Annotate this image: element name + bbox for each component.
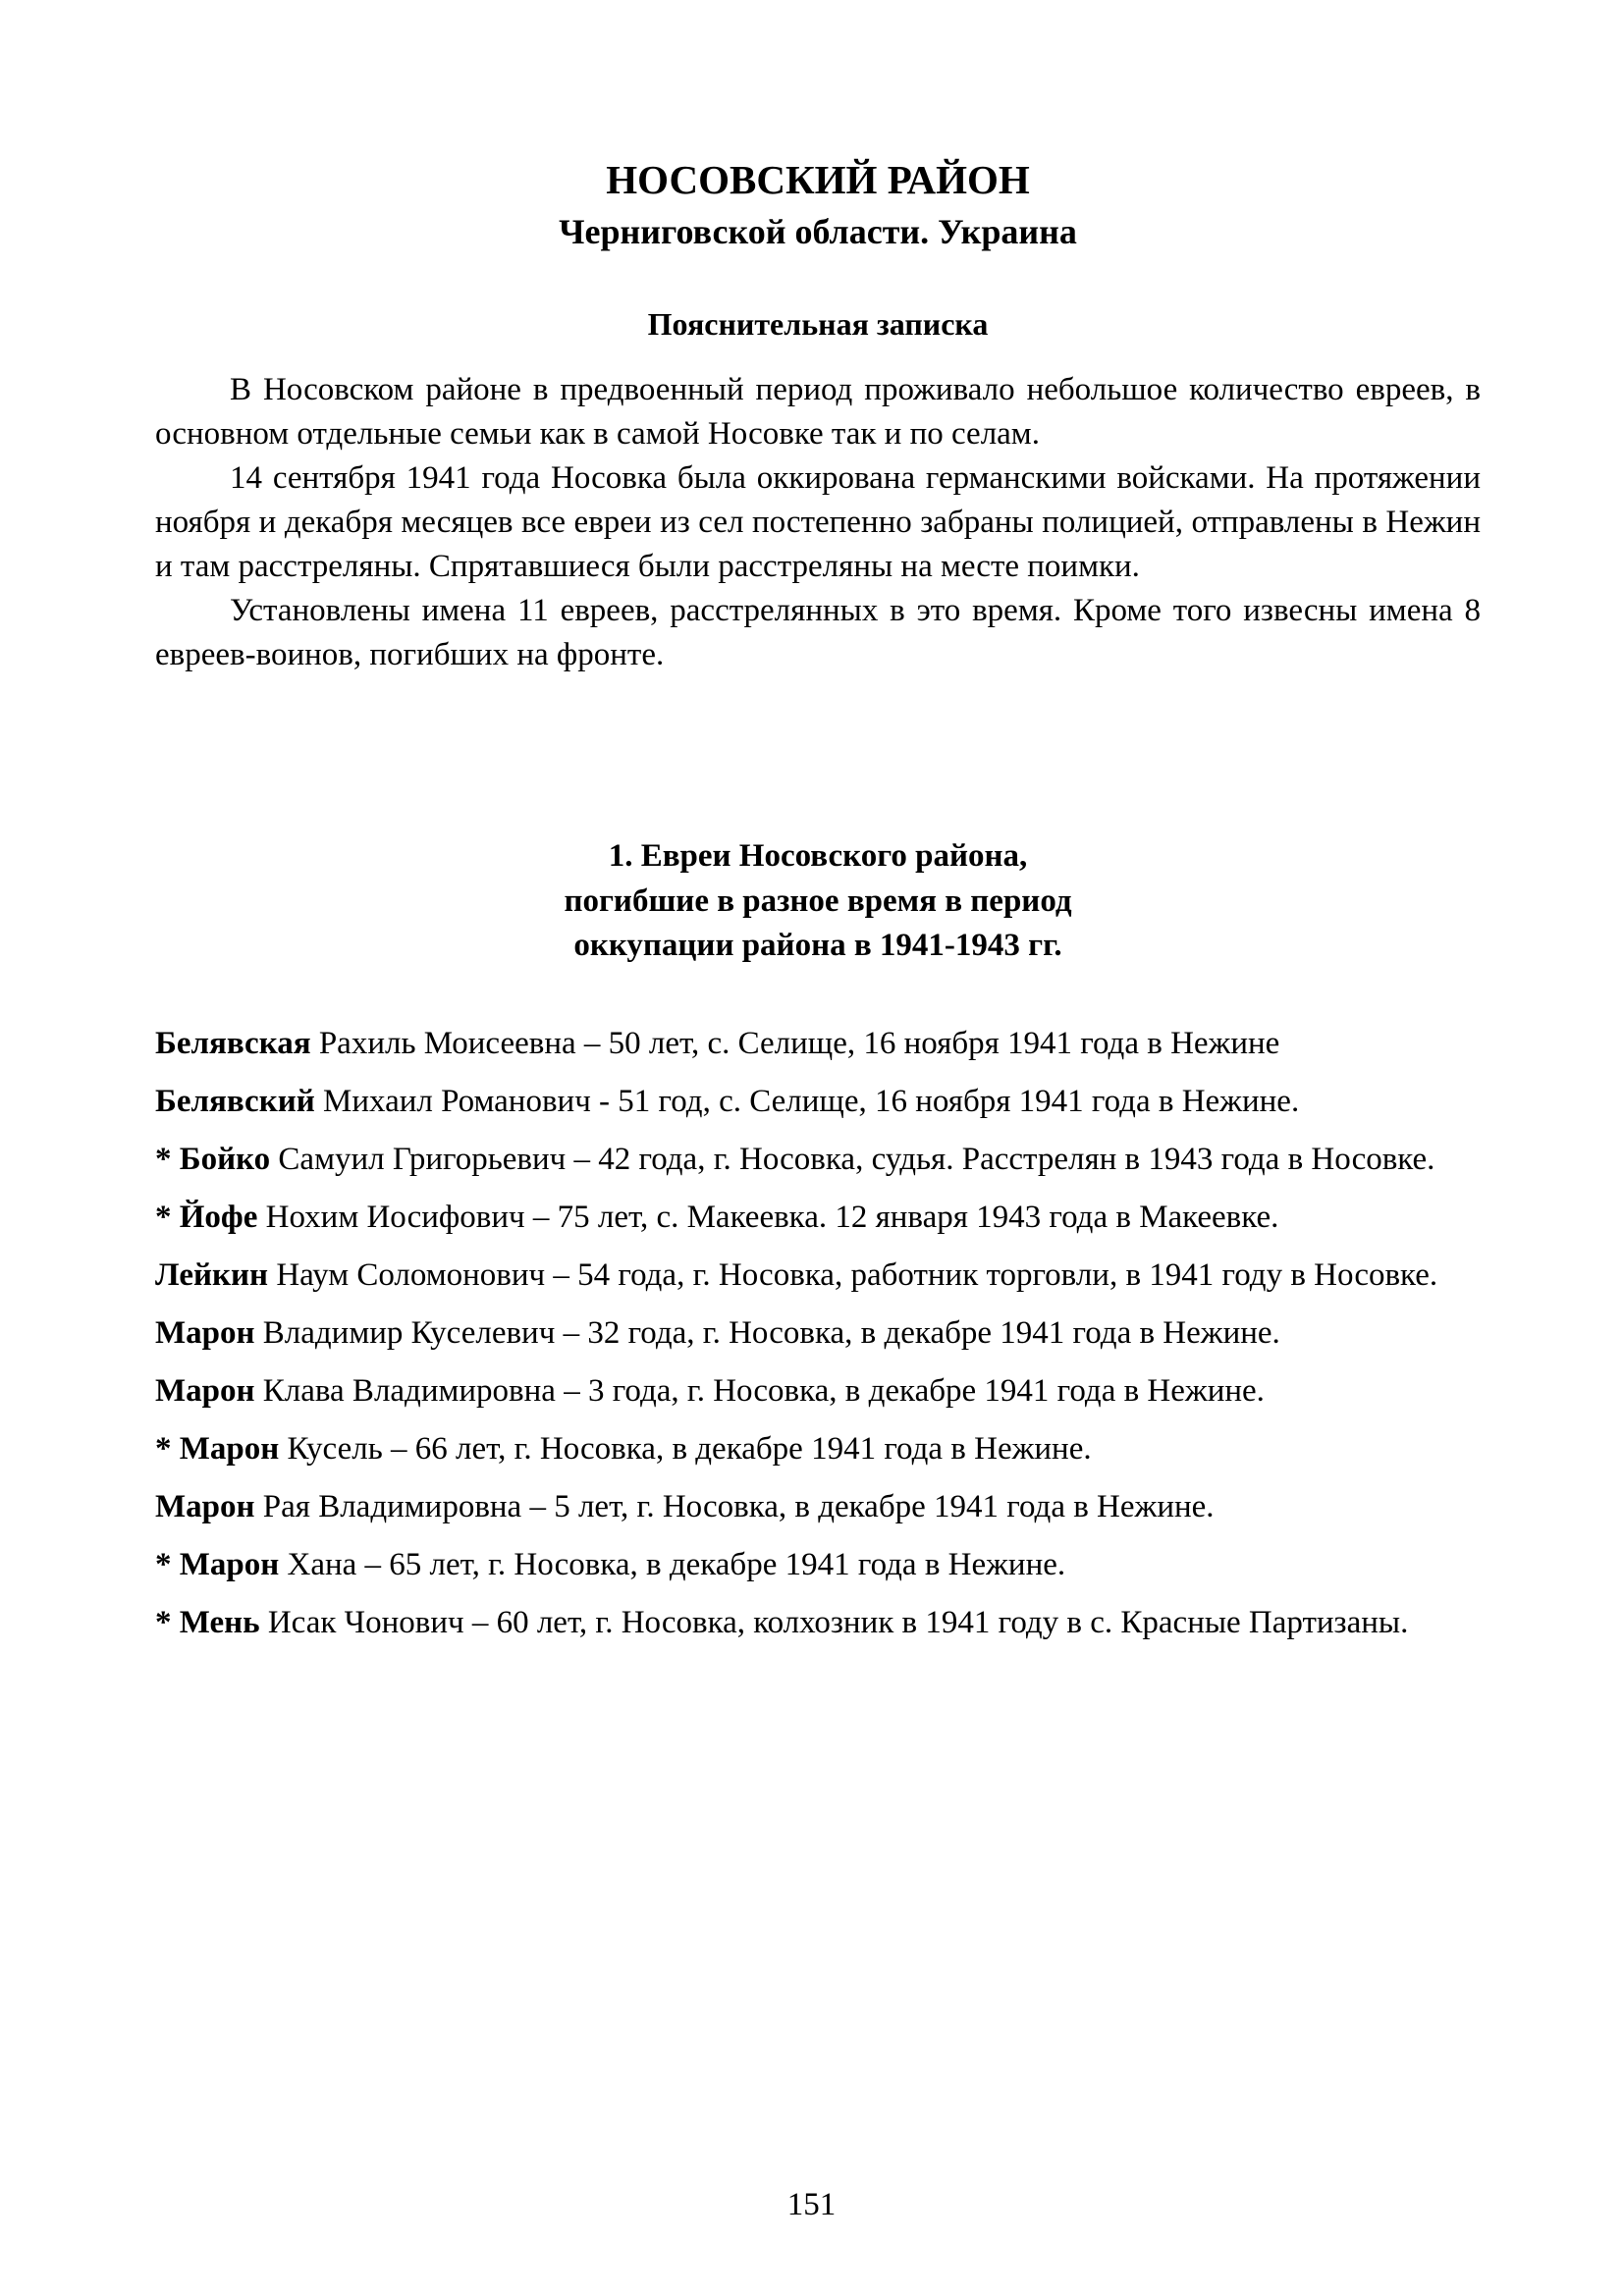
section-heading xyxy=(155,834,1481,969)
page-title: НОСОВСКИЙ РАЙОН xyxy=(606,157,1030,202)
entry-surname-text: Марон xyxy=(155,1373,255,1409)
entry-surname xyxy=(155,1084,315,1119)
entry-surname-text: Лейкин xyxy=(155,1257,269,1293)
list-item xyxy=(155,1543,1481,1587)
victims-list xyxy=(155,1022,1481,1659)
explanatory-note xyxy=(155,368,1481,677)
entry-details: Хана – 65 лет, г. Носовка, в декабре 1941 года в Нежине. xyxy=(279,1547,1066,1582)
entry-surname xyxy=(155,1257,268,1293)
intro-paragraph: В Носовском районе в предвоенный период проживало небольшое количество евреев, в основном отдельные семьи как в самой Носовке так и по селам. xyxy=(155,372,1481,452)
entry-details: Самуил Григорьевич – 42 года, г. Носовка, судья. Расстрелян в 1943 года в Носовке. xyxy=(270,1142,1435,1177)
list-item xyxy=(155,1369,1481,1414)
entry-surname-text: Бойко xyxy=(179,1142,271,1177)
entry-marker: * xyxy=(155,1547,180,1582)
entry-surname xyxy=(155,1431,279,1467)
list-item xyxy=(155,1022,1481,1066)
list-item xyxy=(155,1485,1481,1529)
entry-details: Кусель – 66 лет, г. Носовка, в декабре 1941 года в Нежине. xyxy=(279,1431,1092,1467)
entry-surname xyxy=(155,1547,279,1582)
entry-surname-text: Йофе xyxy=(179,1200,258,1235)
entry-details: Михаил Романович - 51 год, с. Селище, 16 ноября 1941 года в Нежине. xyxy=(314,1084,1300,1119)
list-item xyxy=(155,1427,1481,1471)
entry-surname-text: Марон xyxy=(155,1315,255,1351)
section-heading-line: 1. Евреи Носовского района, xyxy=(608,838,1028,874)
entry-details: Рахиль Моисеевна – 50 лет, с. Селище, 16 ноября 1941 года в Нежине xyxy=(310,1026,1280,1061)
entry-details: Владимир Куселевич – 32 года, г. Носовка, в декабре 1941 года в Нежине. xyxy=(254,1315,1280,1351)
list-item xyxy=(155,1254,1481,1298)
entry-surname-text: Марон xyxy=(179,1431,280,1467)
intro-paragraph: Установлены имена 11 евреев, расстрелянных в это время. Кроме того извесны имена 8 евреев-воинов, погибших на фронте. xyxy=(155,593,1481,672)
list-item xyxy=(155,1601,1481,1645)
list-item xyxy=(155,1196,1481,1240)
entry-surname xyxy=(155,1489,255,1524)
entry-surname-text: Марон xyxy=(179,1547,280,1582)
entry-marker: * xyxy=(155,1605,180,1640)
explanatory-note-heading: Пояснительная записка xyxy=(647,306,989,342)
section-heading-line: погибшие в разное время в период xyxy=(564,882,1072,919)
entry-marker: * xyxy=(155,1142,180,1177)
entry-surname xyxy=(155,1142,270,1177)
entry-surname-text: Марон xyxy=(155,1489,255,1524)
entry-surname-text: Белявский xyxy=(155,1084,315,1119)
entry-surname-text: Мень xyxy=(179,1605,260,1640)
section-heading-line: оккупации района в 1941-1943 гг. xyxy=(573,928,1062,963)
list-item xyxy=(155,1138,1481,1182)
entry-surname xyxy=(155,1605,260,1640)
entry-surname xyxy=(155,1315,255,1351)
entry-details: Клава Владимировна – 3 года, г. Носовка, в декабре 1941 года в Нежине. xyxy=(254,1373,1265,1409)
intro-paragraph: 14 сентября 1941 года Носовка была оккирована германскими войсками. На протяжении ноября и декабря месяцев все евреи из сел постепенно забраны полицией, отправлены в Нежин и там расстреляны. Спрятавшиеся были расстреляны на месте поимки. xyxy=(155,460,1481,584)
entry-surname xyxy=(155,1200,257,1235)
entry-surname-text: Белявская xyxy=(155,1026,311,1061)
entry-details: Исак Чонович – 60 лет, г. Носовка, колхозник в 1941 году в с. Красные Партизаны. xyxy=(259,1605,1409,1640)
page-subtitle: Черниговской области. Украина xyxy=(559,212,1077,251)
entry-surname xyxy=(155,1026,311,1061)
entry-marker: * xyxy=(155,1200,180,1235)
list-item xyxy=(155,1080,1481,1124)
page-number: 151 xyxy=(786,2187,837,2222)
entry-marker: * xyxy=(155,1431,180,1467)
entry-details: Наум Соломонович – 54 года, г. Носовка, работник торговли, в 1941 году в Носовке. xyxy=(268,1257,1438,1293)
entry-details: Нохим Иосифович – 75 лет, с. Макеевка. 12 января 1943 года в Макеевке. xyxy=(257,1200,1279,1235)
entry-surname xyxy=(155,1373,255,1409)
list-item xyxy=(155,1311,1481,1356)
entry-details: Рая Владимировна – 5 лет, г. Носовка, в декабре 1941 года в Нежине. xyxy=(254,1489,1215,1524)
